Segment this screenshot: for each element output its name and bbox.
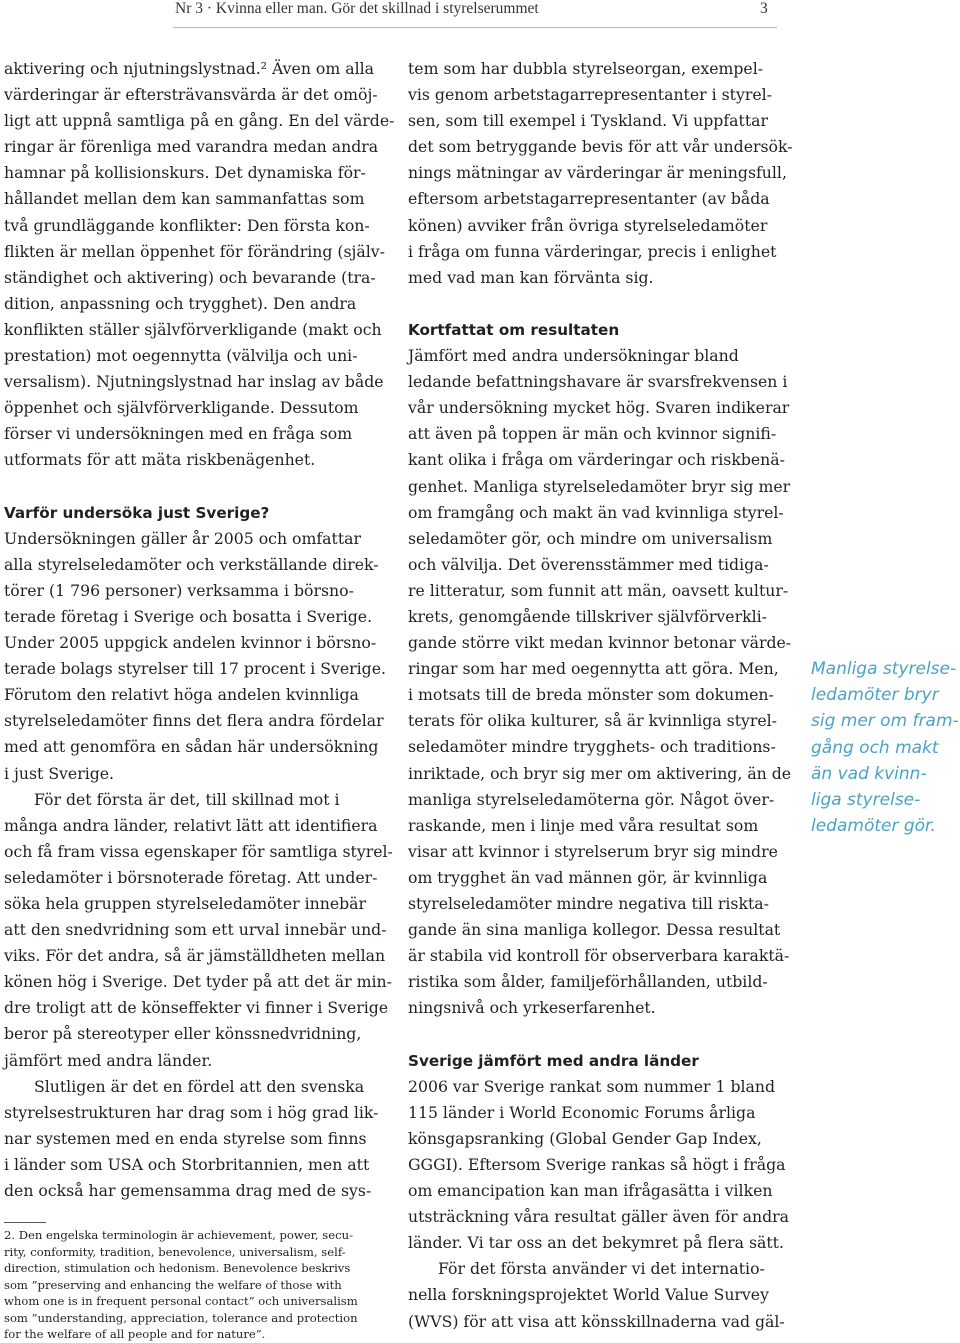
text-line: utsträckning våra resultat gäller även för andra: [408, 1207, 789, 1227]
pull-quote-line: ledamöter bryr: [811, 685, 939, 706]
text-line: eftersom arbetstagarrepresentanter (av båda: [408, 189, 770, 209]
text-line: beror på stereotyper eller könssnedvridning,: [4, 1024, 362, 1044]
text-line: könen hög i Sverige. Det tyder på att det är min-: [4, 972, 392, 992]
right-paragraph-1: [408, 56, 793, 291]
pull-quote-line: gång och makt: [811, 737, 939, 758]
text-line: styrelseledamöter finns det flera andra fördelar: [4, 711, 384, 731]
footnote-rule: [4, 1222, 46, 1223]
text-line: utformats för att mäta riskbenägenhet.: [4, 450, 316, 470]
text-line: För det första använder vi det internatio-: [438, 1259, 765, 1279]
text-line: om framgång och makt än vad kvinnliga styrel-: [408, 502, 784, 522]
text-line: öppenhet och självförverkligande. Dessutom: [4, 398, 359, 418]
text-line: det som betryggande bevis för att vår undersök-: [408, 137, 793, 157]
running-header: [0, 0, 960, 28]
header-rule: [173, 27, 777, 28]
text-line: (WVS) för att visa att könsskillnaderna vad gäl-: [408, 1311, 785, 1331]
footnote-line: som ”understanding, appreciation, tolerance and protection: [4, 1310, 358, 1325]
text-line: 2006 var Sverige rankat som nummer 1 bland: [408, 1076, 776, 1096]
text-line: GGGI). Eftersom Sverige rankas så högt i fråga: [408, 1154, 786, 1174]
left-paragraph-2: [4, 526, 386, 787]
text-line: hållandet mellan dem kan sammanfattas som: [4, 189, 365, 209]
text-line: 115 länder i World Economic Forums årliga: [408, 1102, 756, 1122]
left-paragraph-4: [4, 1074, 379, 1204]
text-line: kant olika i fråga om värderingar och riskbenä-: [408, 450, 785, 470]
pull-quote-line: än vad kvinn-: [811, 763, 927, 784]
page-number: 3: [760, 0, 768, 17]
text-line: viks. För det andra, så är jämställdheten mellan: [4, 946, 386, 966]
pull-quote: [811, 656, 960, 839]
text-line: dre troligt att de könseffekter vi finner i Sverige: [4, 998, 389, 1018]
text-line: Undersökningen gäller år 2005 och omfattar: [4, 528, 361, 548]
right-paragraph-4: [408, 1256, 785, 1334]
text-line: värderingar är eftersträvansvärda är det omöj-: [4, 85, 378, 105]
text-line: söka hela gruppen styrelseledamöter innebär: [4, 894, 367, 913]
text-line: genhet. Manliga styrelseledamöter bryr sig mer: [408, 476, 791, 496]
text-line: terade bolags styrelser till 17 procent i Sverige.: [4, 659, 386, 679]
text-line: raskande, men i linje med våra resultat som: [408, 815, 759, 835]
text-line: konflikten ställer självförverkligande (makt och: [4, 319, 382, 339]
text-line: könsgapsranking (Global Gender Gap Index,: [408, 1128, 762, 1148]
text-line: i motsats till de breda mönster som dokumen-: [408, 685, 774, 705]
left-column: [4, 56, 395, 1204]
text-line: Under 2005 uppgick andelen kvinnor i börsno-: [4, 633, 377, 653]
text-line: är stabila vid kontroll för observerbara karaktä-: [408, 946, 790, 966]
text-line: och få fram vissa egenskaper för samtliga styrel-: [4, 841, 393, 861]
right-paragraph-2: [408, 343, 792, 1021]
text-line: könen) avviker från övriga styrelseledamöter: [408, 215, 768, 235]
text-line: jämfört med andra länder.: [4, 1050, 213, 1070]
text-line: hamnar på kollisionskurs. Det dynamiska för-: [4, 163, 366, 183]
section-heading-sverige: Sverige jämfört med andra länder: [408, 1051, 699, 1070]
text-line: i fråga om funna värderingar, precis i enlighet: [408, 241, 777, 261]
left-paragraph-3: [4, 787, 393, 1074]
text-line: förser vi undersökningen med en fråga som: [4, 424, 353, 444]
text-line: Slutligen är det en fördel att den svenska: [34, 1076, 365, 1096]
text-line: ringar är förenliga med varandra medan andra: [4, 137, 379, 157]
text-line: versalism). Njutningslystnad har inslag av både: [4, 372, 384, 392]
spacer: [4, 474, 374, 500]
text-line: den också har gemensamma drag med de sys-: [4, 1181, 372, 1201]
text-line: seledamöter i börsnoterade företag. Att under-: [4, 867, 378, 887]
text-line: ständighet och aktivering) och bevarande (tra-: [4, 267, 376, 287]
text-line: i länder som USA och Storbritannien, men att: [4, 1154, 370, 1174]
text-line: med att genomföra en sådan här undersökning: [4, 737, 379, 757]
text-line: visar att kvinnor i styrelserum bryr sig mindre: [408, 841, 778, 861]
text-line: styrelseledamöter mindre negativa till riskta-: [408, 894, 769, 913]
spacer: [408, 1021, 780, 1047]
right-column: [408, 56, 793, 1335]
pull-quote-line: ledamöter gör.: [811, 816, 936, 837]
text-line: alla styrelseledamöter och verkställande direk-: [4, 554, 379, 574]
section-heading-kortfattat: Kortfattat om resultaten: [408, 320, 620, 339]
text-line: länder. Vi tar oss an det bekymret på flera sätt.: [408, 1233, 784, 1253]
text-line: ligt att uppnå samtliga på en gång. En del värde-: [4, 111, 395, 131]
pull-quote-line: sig mer om fram-: [811, 711, 959, 732]
text-line: att den snedvridning som ett urval innebär und-: [4, 920, 387, 940]
text-line: om emancipation kan man ifrågasätta i vilken: [408, 1181, 773, 1201]
text-line: terade företag i Sverige och bosatta i Sverige.: [4, 606, 373, 626]
header-title: Nr 3 · Kvinna eller man. Gör det skillnad i styrelserummet: [175, 0, 539, 17]
text-line: seledamöter gör, och mindre om universalism: [408, 528, 773, 548]
text-line: aktivering och njutningslystnad.² Även om alla: [4, 59, 374, 78]
text-line: vår undersökning mycket hög. Svaren indikerar: [408, 398, 790, 418]
footnote-line: 2. Den engelska terminologin är achievement, power, secu-: [4, 1228, 353, 1242]
footnote-line: rity, conformity, tradition, benevolence, universalism, self-: [4, 1244, 346, 1259]
text-line: sen, som till exempel i Tyskland. Vi uppfattar: [408, 111, 768, 131]
text-line: två grundläggande konflikter: Den första kon-: [4, 215, 370, 235]
section-heading-varfor: Varför undersöka just Sverige?: [4, 503, 270, 522]
text-line: re litteratur, som funnit att män, oavsett kultur-: [408, 580, 789, 600]
text-line: och välvilja. Det överensstämmer med tidiga-: [408, 554, 769, 574]
text-line: många andra länder, relativt lätt att identifiera: [4, 815, 378, 835]
left-paragraph-1: [4, 56, 395, 474]
text-line: ningsnivå och yrkeserfarenhet.: [408, 998, 656, 1018]
footnote-line: whom one is in frequent personal contact” och universalism: [4, 1294, 358, 1308]
text-line: om trygghet än vad männen gör, är kvinnliga: [408, 867, 768, 887]
text-line: ringar som har med oegennytta att göra. Men,: [408, 659, 779, 679]
text-line: ledande befattningshavare är svarsfrekvensen i: [408, 372, 788, 392]
text-line: nings mätningar av värderingar är meningsfull,: [408, 163, 787, 183]
text-line: inriktade, och bryr sig mer om aktivering, än de: [408, 763, 792, 783]
text-line: dition, anpassning och trygghet). Den andra: [4, 293, 357, 313]
text-line: att även på toppen är män och kvinnor signifi-: [408, 424, 777, 444]
text-line: Förutom den relativt höga andelen kvinnliga: [4, 685, 359, 705]
text-line: styrelsestrukturen har drag som i hög grad lik-: [4, 1102, 379, 1122]
text-line: flikten är mellan öppenhet för förändring (själv-: [4, 241, 385, 261]
text-line: med vad man kan förvänta sig.: [408, 267, 654, 287]
text-line: törer (1 796 personer) verksamma i börsno-: [4, 580, 354, 600]
text-line: krets, genomgående tillskriver självförverkli-: [408, 606, 767, 626]
footnote-line: som ”preserving and enhancing the welfare of those with: [4, 1277, 342, 1292]
footnote-line: for the welfare of all people and for nature”.: [4, 1327, 266, 1341]
text-line: i just Sverige.: [4, 763, 115, 783]
text-line: gande större vikt medan kvinnor betonar värde-: [408, 633, 792, 653]
pull-quote-line: liga styrelse-: [811, 790, 921, 811]
pull-quote-line: Manliga styrelse-: [811, 659, 957, 679]
spacer: [408, 291, 780, 317]
footnote: [4, 1222, 374, 1343]
text-line: ristika som ålder, familjeförhållanden, utbild-: [408, 972, 768, 992]
right-paragraph-3: [408, 1074, 789, 1257]
text-line: prestation) mot oegennytta (välvilja och uni-: [4, 346, 358, 366]
text-line: För det första är det, till skillnad mot i: [34, 789, 340, 809]
text-line: vis genom arbetstagarrepresentanter i styrel-: [408, 85, 772, 105]
footnote-line: direction, stimulation och hedonism. Benevolence beskrivs: [4, 1261, 351, 1275]
text-line: manliga styrelseledamöterna gör. Något över-: [408, 789, 775, 809]
text-line: terats för olika kulturer, så är kvinnliga styrel-: [408, 711, 777, 731]
text-line: tem som har dubbla styrelseorgan, exempel-: [408, 59, 764, 78]
text-line: nella forskningsprojektet World Value Survey: [408, 1285, 769, 1305]
text-line: Jämfört med andra undersökningar bland: [408, 346, 739, 366]
text-line: nar systemen med en enda styrelse som finns: [4, 1128, 367, 1148]
text-line: seledamöter mindre trygghets- och traditions-: [408, 737, 776, 757]
text-line: gande än sina manliga kollegor. Dessa resultat: [408, 920, 781, 940]
